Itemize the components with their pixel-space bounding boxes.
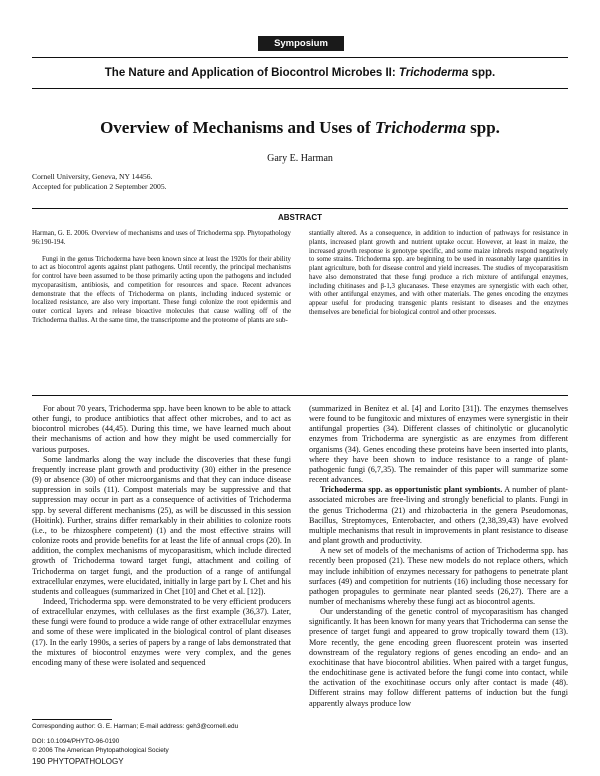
abstract-rule-bottom — [32, 395, 568, 396]
body-right-column — [309, 404, 568, 709]
section-heading: Trichoderma spp. as opportunistic plant symbionts. — [320, 485, 503, 495]
header-rule-bottom — [32, 88, 568, 89]
copyright: © 2006 The American Phytopathological Society — [32, 747, 169, 754]
series-title-genus: Trichoderma — [398, 67, 469, 79]
body-paragraph: For about 70 years, Trichoderma spp. have been known to be able to attack other fungi, to produce antibiotics that affect other microbes, and to act as biocontrol microbes (44,45). During this time, we have learned much about their mechanisms of action and how they might be used commercially for various purposes. — [32, 404, 291, 454]
abstract-right-column — [309, 230, 568, 318]
body-paragraph: Some landmarks along the way include the discoveries that these fungi frequently increase plant growth and productivity (30) either in the presence (9) or absence (30) of other microorganisms and that they can induce disease suppression in soils (11). Compost materials may be suppressive and that suppression may occur in part as a consequence of activities of Trichoderma spp. by several different mechanisms (25), as will be discussed in this session (Hoitink). Further, strains differ remarkably in their abilities to colonize roots (i.e., to be rhizosphere competent) (1) and the most effective strains will colonize roots and provide benefits for at least the life of annual crops (20). In addition, the complex mechanisms of mycoparasitism, which include directed growth of Trichoderma toward target fungi, attachment and coiling of Trichoderma on target fungi, and the production of a range of antifungal extracellular enzymes, were elucidated, initially in large part by I. Chet and his students and colleagues (summarized in Chet [10] and Chet et al. [12]). — [32, 454, 291, 596]
section-paragraph-text: A number of plant-associated microbes are free-living and strongly beneficial to plants. Fungi in the genus Trichoderma (21) and rhizobacteria in the genera Pseudomonas, Bacillus, Streptomyces, Enterobacter, and others (2,38,39,43) have evolved multiple mechanisms that result in improvements in plant resistance to disease and plant growth and productivity. — [309, 485, 568, 546]
body-paragraph: Indeed, Trichoderma spp. were demonstrated to be very efficient producers of extracellular enzymes, with cellulases as the first example (36,37). Later, these fungi were found to produce a wide range of other extracellular enzymes and some of these were implicated in the biological control of plant diseases (17). In the early 1990s, a series of papers by a range of labs demonstrated that the mixtures of biocontrol enzymes were very complex, and the genes encoding many of these were isolated and sequenced — [32, 596, 291, 667]
series-title — [32, 64, 568, 82]
accepted-date: Accepted for publication 2 September 2005. — [32, 182, 167, 191]
abstract-heading: ABSTRACT — [278, 213, 322, 222]
title-genus: Trichoderma — [374, 118, 466, 137]
body-left-column — [32, 404, 291, 668]
section-paragraph — [309, 485, 568, 546]
page-footer: 190 PHYTOPATHOLOGY — [32, 757, 124, 766]
body-paragraph: Our understanding of the genetic control of mycoparasitism has changed significantly. It has been known for many years that Trichoderma can sense the presence of target fungi and appeared to grow tropically toward them (13). More recently, the gene encoding green fluorescent protein was inserted downstream of the regulatory regions of genes encoding an endo- and an exochitinase that have biocontrol abilities. When paired with a target fungus, the endochitinase gene is activated before the fungi come into contact, while the activation of the exochitinase occurs only after contact is made (48). Different strains may follow different patterns of induction but the fungi apparently always produce low — [309, 607, 568, 708]
footnote-rule — [32, 719, 112, 720]
body-paragraph: (summarized in Benítez et al. [4] and Lorito [31]). The enzymes themselves were found to be fungitoxic and mixtures of enzymes were synergistic in their antifungal properties (34). Different classes of chitinolytic or glucanolytic enzymes from Trichoderma are synergistic as are enzymes from different organisms (34). Genes encoding these proteins have been inserted into plants, where they have been shown to induce resistance to a range of plant-pathogenic fungi (6,7,35). The remainder of this paper will summarize some recent advances. — [309, 404, 568, 485]
abstract-rule-top — [32, 208, 568, 209]
doi: DOI: 10.1094/PHYTO-96-0190 — [32, 738, 120, 745]
series-title-suffix: spp. — [468, 67, 496, 79]
series-title-prefix: The Nature and Application of Biocontrol Microbes II: — [104, 67, 399, 79]
title-suffix: spp. — [465, 118, 500, 137]
paper-title — [32, 117, 568, 139]
body-paragraph: A new set of models of the mechanisms of action of Trichoderma spp. has recently been proposed (21). These new models do not replace others, which may include inhibition of enzymes necessary for pathogens to penetrate plant surfaces (49) and competition for nutrients (16) including those necessary for pathogen propagules to germinate near planted seeds (26,27). There are a number of mechanisms whereby these fungi act as biocontrol agents. — [309, 546, 568, 606]
title-prefix: Overview of Mechanisms and Uses of — [100, 118, 375, 137]
symposium-banner: Symposium — [258, 36, 344, 51]
corresponding-author: Corresponding author: G. E. Harman; E-mail address: geh3@cornell.edu — [32, 723, 239, 730]
header-rule-top — [32, 57, 568, 58]
author-name: Gary E. Harman — [267, 153, 333, 164]
abstract-text-left: Fungi in the genus Trichoderma have been known since at least the 1920s for their ability to act as biocontrol agents against plant pathogens. Until recently, the principal mechanisms for control have been assumed to be those primarily acting upon the pathogens and included mycoparasitism, antibiosis, and competition for resources and space. Recent advances demonstrate that the effects of Trichoderma on plants, including induced systemic or localized resistance, are also very important. These fungi colonize the root epidermis and outer cortical layers and release bioactive molecules that cause walling off of the Trichoderma thallus. At the same time, the transcriptome and the proteome of plants are sub- — [32, 255, 291, 324]
affiliation: Cornell University, Geneva, NY 14456. — [32, 172, 153, 181]
abstract-text-right: stantially altered. As a consequence, in addition to induction of pathways for resistance in plants, increased plant growth and nutrient uptake occur. However, at least in maize, the increased growth response is genotype specific, and some maize inbreds respond negatively to some strains. Trichoderma spp. are beginning to be used in reasonably large quantities in plant agriculture, both for disease control and yield increases. The studies of mycoparasitism have also demonstrated that these fungi produce a rich mixture of antifungal enzymes, including chitinases and β-1,3 glucanases. These enzymes are synergistic with each other, with other antifungal enzymes, and with other materials. The genes encoding the enzymes appear useful for producing transgenic plants resistant to diseases and the enzymes themselves are beneficial for biological control and other processes. — [309, 230, 568, 316]
abstract-left-column — [32, 230, 291, 326]
abstract-citation: Harman, G. E. 2006. Overview of mechanisms and uses of Trichoderma spp. Phytopathology 96:190-194. — [32, 230, 291, 246]
